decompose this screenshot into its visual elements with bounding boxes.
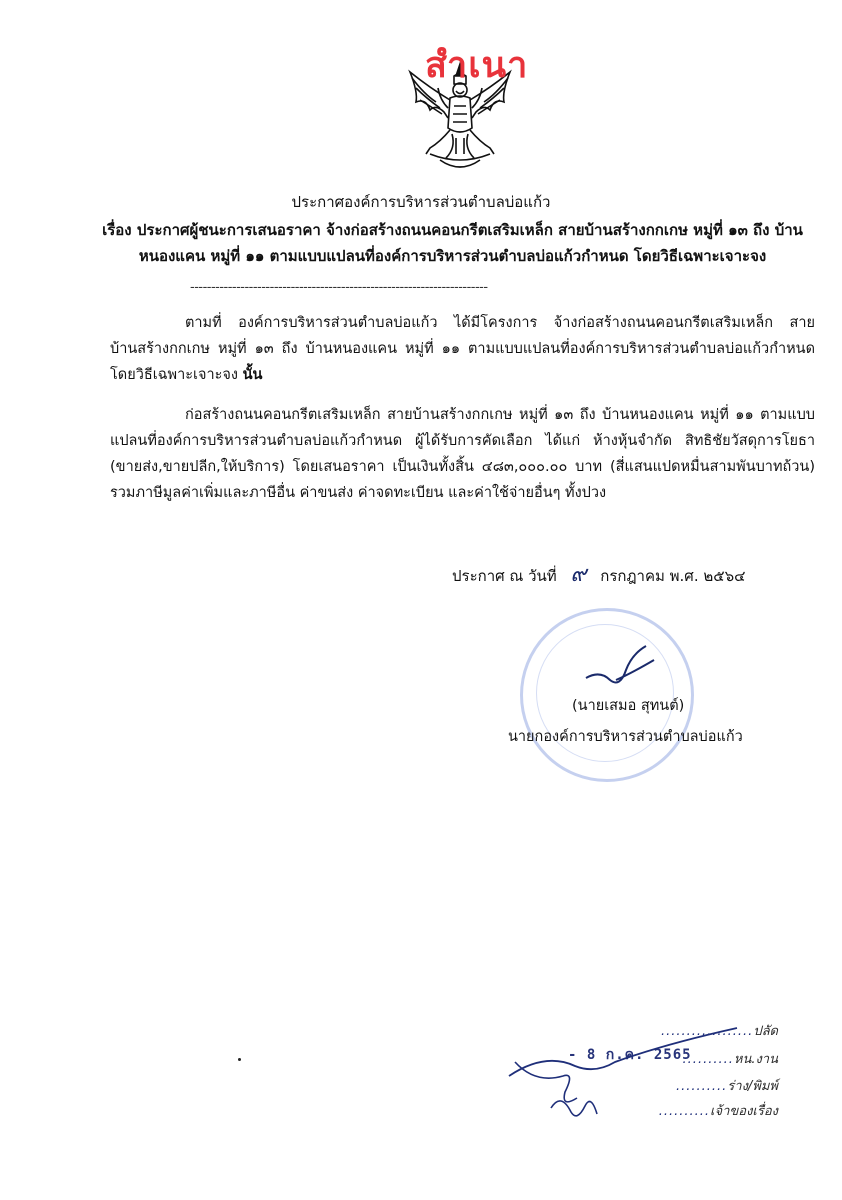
- announcement-prefix: ประกาศ ณ วันที่: [452, 567, 557, 585]
- paragraph-1-text: ตามที่ องค์การบริหารส่วนตำบลบ่อแก้ว ได้มีโครงการ จ้างก่อสร้างถนนคอนกรีตเสริมเหล็ก สายบ้านสร้างกกเกษ หมู่ที่ ๑๓ ถึง บ้านหนองแคน หมู่ที่ ๑๑ ตามแบบแปลนที่องค์การบริหารส่วนตำบลบ่อแก้วกำหนด โดยวิธีเฉพาะเจาะจง: [110, 315, 815, 383]
- subject-label: เรื่อง: [102, 221, 132, 239]
- paragraph-2: [110, 402, 815, 506]
- routing-line-2: ..........หน.งาน: [682, 1052, 778, 1067]
- subject-line: [100, 217, 805, 269]
- announcement-heading: ประกาศองค์การบริหารส่วนตำบลบ่อแก้ว: [291, 193, 551, 211]
- subject-text: ประกาศผู้ชนะการเสนอราคา จ้างก่อสร้างถนนคอนกรีตเสริมเหล็ก สายบ้านสร้างกกเกษ หมู่ที่ ๑๓ ถึง บ้านหนองแคน หมู่ที่ ๑๑ ตามแบบแปลนที่องค์การบริหารส่วนตำบลบ่อแก้วกำหนด โดยวิธีเฉพาะเจาะจง: [136, 221, 803, 265]
- paragraph-2-text: ก่อสร้างถนนคอนกรีตเสริมเหล็ก สายบ้านสร้างกกเกษ หมู่ที่ ๑๓ ถึง บ้านหนองแคน หมู่ที่ ๑๑ ตามแบบแปลนที่องค์การบริหารส่วนตำบลบ่อแก้วกำหนด ผู้ได้รับการคัดเลือก ได้แก่ ห้างหุ้นจำกัด สิทธิชัยวัสดุการโยธา (ขายส่ง,ขายปลีก,ให้บริการ) โดยเสนอราคา เป็นเงินทั้งสิ้น ๔๘๓,๐๐๐.๐๐ บาท (สี่แสนแปดหมื่นสามพันบาทถ้วน) รวมภาษีมูลค่าเพิ่มและภาษีอื่น ค่าขนส่ง ค่าจดทะเบียน และค่าใช้จ่ายอื่นๆ ทั้งปวง: [110, 407, 815, 501]
- routing-line-3: ..........ร่าง/พิมพ์: [675, 1079, 778, 1094]
- routing-line-1: ..................ปลัด: [660, 1024, 778, 1039]
- announcement-date: [452, 556, 745, 591]
- paragraph-1: [110, 310, 815, 388]
- signer-name: (นายเสมอ สุทนต์): [572, 698, 685, 714]
- paragraph-1-end: นั้น: [242, 367, 263, 383]
- stray-mark: [238, 1058, 241, 1061]
- signer-position: นายกองค์การบริหารส่วนตำบลบ่อแก้ว: [508, 729, 743, 745]
- routing-slip: [510, 1018, 810, 1128]
- signature-icon: [580, 640, 660, 690]
- announcement-day: ๙: [570, 562, 587, 587]
- announcement-month-year: กรกฎาคม พ.ศ. ๒๕๖๔: [600, 567, 746, 585]
- received-date-stamp: - 8 ก.ค. 2565: [568, 1047, 692, 1063]
- copy-stamp: สำเนา: [425, 45, 529, 86]
- routing-line-4: ..........เจ้าของเรื่อง: [658, 1104, 778, 1119]
- divider-line: -----------------------------------------------------------------------: [190, 280, 488, 295]
